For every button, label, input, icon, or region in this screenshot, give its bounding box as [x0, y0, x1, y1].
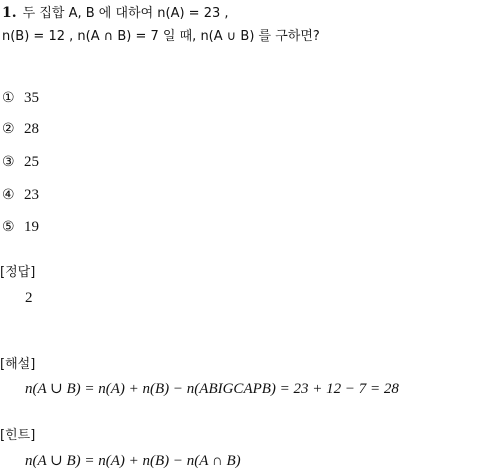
choice-3-mark: ③	[2, 154, 15, 170]
choice-1-mark: ①	[2, 90, 15, 106]
choice-5-value: 19	[24, 219, 39, 235]
choice-5-mark: ⑤	[2, 219, 15, 235]
question-text-2: n(B) = 12 , n(A ∩ B) = 7 일 때, n(A ∪ B) 를 구하면?	[2, 29, 320, 44]
answer-label	[0, 262, 35, 283]
choice-4-mark: ④	[2, 187, 15, 203]
explanation-line	[25, 379, 399, 399]
question-line-1	[2, 3, 229, 24]
explanation-label-text: [해설]	[0, 357, 36, 372]
hint-text: n(A ∪ B) = n(A) + n(B) − n(A ∩ B)	[25, 453, 241, 469]
explanation-label	[0, 354, 35, 375]
explanation-text: n(A ∪ B) = n(A) + n(B) − n(ABIGCAPB) = 23 + 12 − 7 = 28	[25, 381, 399, 397]
choice-2-value: 28	[24, 121, 39, 137]
hint-label-text: [힌트]	[0, 428, 36, 443]
choice-2[interactable]	[2, 119, 39, 139]
choice-1[interactable]	[2, 88, 39, 108]
question-number: 1.	[2, 5, 17, 21]
choice-4[interactable]	[2, 185, 39, 205]
hint-label	[0, 425, 35, 446]
question-line-2	[2, 26, 320, 47]
choice-4-value: 23	[24, 187, 39, 203]
answer-label-text: [정답]	[0, 265, 36, 280]
choice-3-value: 25	[24, 154, 39, 170]
choice-3[interactable]	[2, 152, 39, 172]
question-text-1: 두 집합 A, B 에 대하여 n(A) = 23 ,	[22, 6, 229, 21]
answer-value: 2	[25, 290, 33, 306]
hint-line	[25, 451, 241, 471]
choice-1-value: 35	[24, 90, 39, 106]
answer-value-line	[25, 288, 33, 308]
choice-5[interactable]	[2, 217, 39, 237]
choice-2-mark: ②	[2, 121, 15, 137]
